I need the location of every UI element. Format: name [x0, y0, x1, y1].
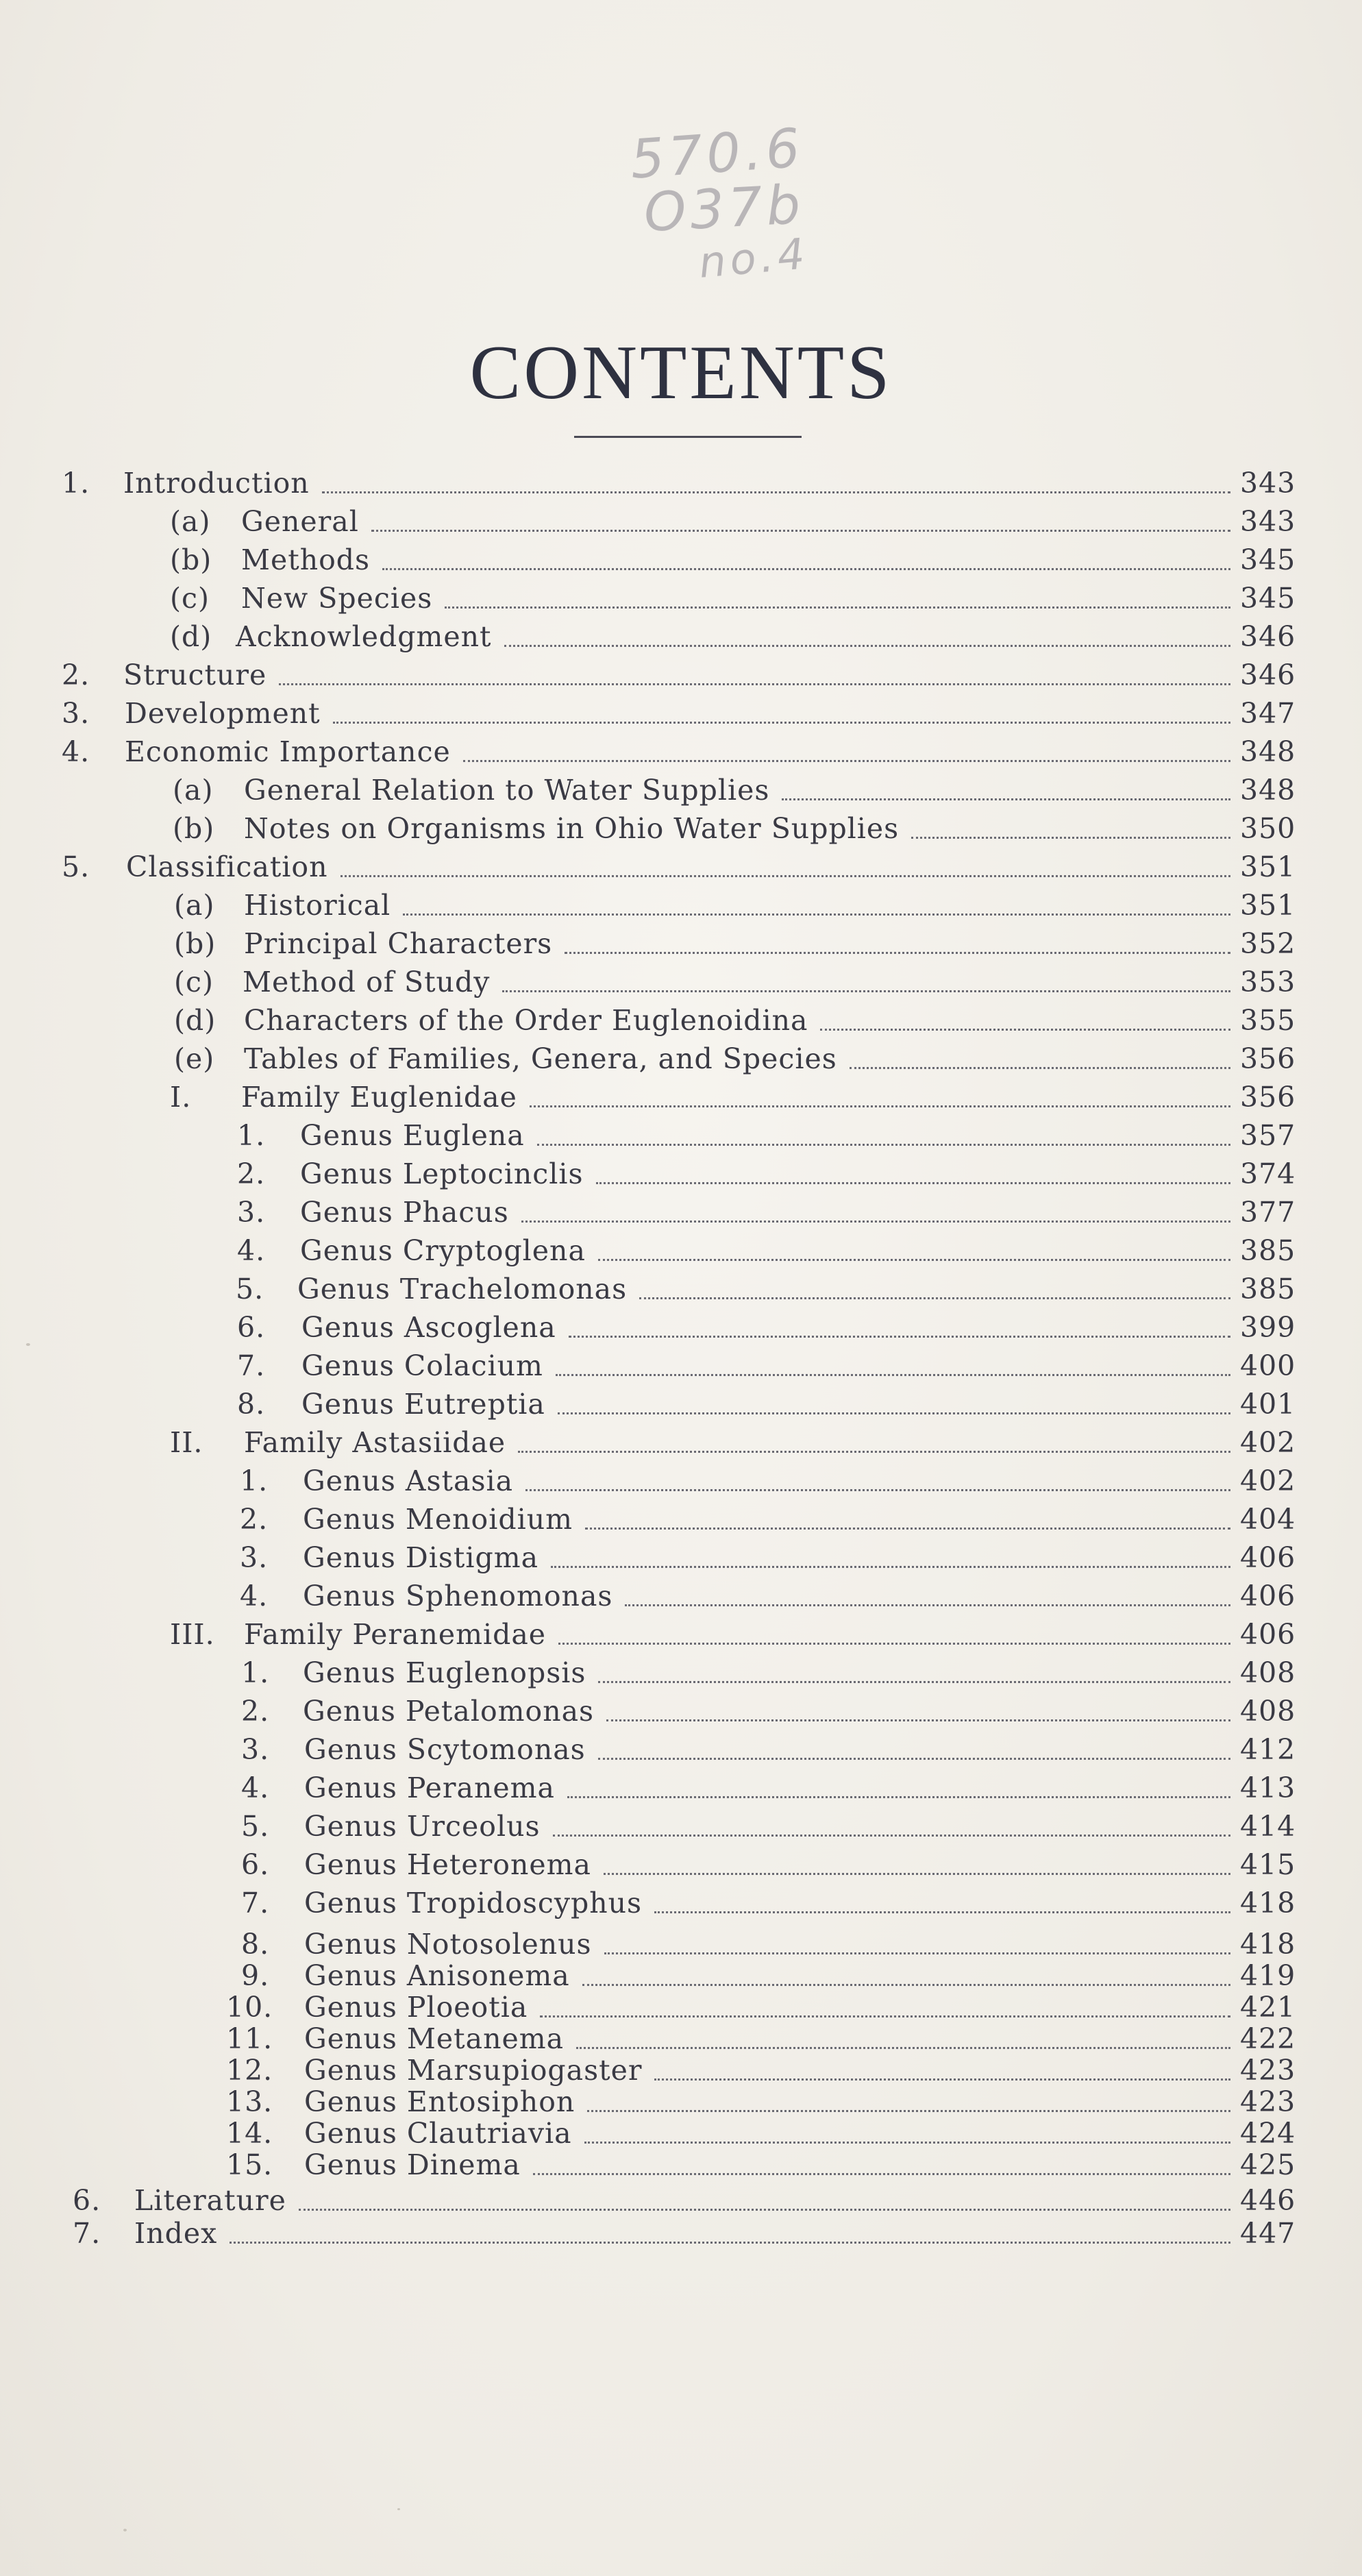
- toc-entry-label: Genus Marsupiogaster: [304, 2054, 643, 2087]
- toc-entry-number: 6.: [237, 1311, 266, 1344]
- dot-leader: [502, 990, 1230, 992]
- dot-leader: [625, 1604, 1230, 1606]
- toc-entry-number: 7.: [241, 1887, 270, 1919]
- toc-entry-label: Genus Entosiphon: [304, 2085, 575, 2118]
- dot-leader: [565, 952, 1230, 954]
- toc-entry-label: Development: [125, 697, 321, 730]
- toc-entry-page-number: 343: [1240, 505, 1296, 538]
- toc-entry-label: Genus Phacus: [300, 1196, 509, 1229]
- toc-entry: [237, 1234, 1295, 1268]
- toc-entry: [240, 1464, 1295, 1498]
- toc-entry: [73, 2183, 1295, 2218]
- toc-entry-label: General: [241, 505, 359, 538]
- dot-leader: [782, 798, 1230, 800]
- toc-entry: [174, 1003, 1295, 1038]
- call-number-line-1: 570.6: [628, 117, 806, 191]
- dot-leader: [569, 1336, 1230, 1338]
- toc-entry-label: Classification: [126, 850, 328, 883]
- dot-leader: [333, 722, 1230, 724]
- toc-entry-number: 11.: [226, 2022, 273, 2055]
- toc-entry-number: 6.: [73, 2184, 101, 2217]
- toc-entry-number: (c): [170, 582, 210, 615]
- dot-leader: [299, 2209, 1230, 2211]
- toc-entry-label: Family Peranemidae: [244, 1618, 547, 1651]
- toc-entry-number: 1.: [241, 1656, 270, 1689]
- toc-entry: [62, 466, 1295, 500]
- toc-entry-number: 6.: [241, 1848, 270, 1881]
- toc-entry-number: 3.: [240, 1541, 269, 1574]
- call-number-line-2: O37b: [642, 173, 806, 245]
- toc-entry-page-number: 404: [1240, 1503, 1296, 1536]
- toc-entry-number: (c): [174, 966, 214, 998]
- toc-entry-page-number: 385: [1240, 1234, 1296, 1267]
- dot-leader: [820, 1029, 1230, 1031]
- toc-entry-label: Introduction: [123, 467, 310, 500]
- toc-entry: [170, 1080, 1295, 1114]
- toc-entry-number: (b): [170, 543, 212, 576]
- toc-entry: [226, 2022, 1295, 2056]
- toc-entry-page-number: 351: [1240, 850, 1296, 883]
- toc-entry-label: Acknowledgment: [236, 620, 492, 653]
- dot-leader: [463, 760, 1230, 762]
- toc-entry-number: 5.: [62, 850, 90, 883]
- toc-entry-label: Methods: [241, 543, 371, 576]
- toc-entry: [240, 1502, 1295, 1536]
- toc-entry-label: Genus Heteronema: [304, 1848, 591, 1881]
- toc-entry: [62, 850, 1295, 884]
- toc-entry: [62, 696, 1295, 731]
- toc-entry-page-number: 353: [1240, 966, 1296, 998]
- toc-entry-number: (d): [170, 620, 212, 653]
- toc-entry-page-number: 447: [1240, 2217, 1296, 2250]
- toc-entry-page-number: 414: [1240, 1810, 1296, 1843]
- dot-leader: [654, 1911, 1230, 1913]
- toc-entry-page-number: 357: [1240, 1119, 1296, 1152]
- toc-entry-number: (a): [170, 505, 211, 538]
- toc-entry: [241, 1927, 1295, 1961]
- dot-leader: [525, 1489, 1230, 1491]
- toc-entry: [226, 2148, 1295, 2182]
- paper-speck: [123, 2529, 127, 2531]
- dot-leader: [533, 2173, 1230, 2175]
- toc-entry-number: 5.: [236, 1273, 264, 1305]
- dot-leader: [639, 1297, 1230, 1299]
- dot-leader: [230, 2242, 1230, 2244]
- toc-entry-page-number: 402: [1240, 1426, 1296, 1459]
- toc-entry: [174, 888, 1295, 922]
- toc-entry: [241, 1656, 1295, 1690]
- toc-entry-label: Genus Scytomonas: [304, 1733, 586, 1766]
- toc-entry-page-number: 345: [1240, 543, 1296, 576]
- toc-entry-label: Index: [134, 2217, 218, 2250]
- toc-entry-label: Genus Eutreptia: [301, 1388, 545, 1421]
- toc-entry-page-number: 399: [1240, 1311, 1296, 1344]
- toc-entry-label: Genus Notosolenus: [304, 1928, 592, 1961]
- dot-leader: [322, 491, 1230, 493]
- toc-entry-page-number: 356: [1240, 1042, 1296, 1075]
- paper-speck: [397, 2508, 400, 2510]
- toc-entry: [174, 965, 1295, 999]
- toc-entry-label: Structure: [123, 659, 267, 691]
- dot-leader: [598, 1681, 1230, 1683]
- toc-entry-page-number: 421: [1240, 1991, 1296, 2024]
- toc-entry: [237, 1387, 1295, 1421]
- dot-leader: [537, 1144, 1230, 1146]
- toc-entry-page-number: 400: [1240, 1349, 1296, 1382]
- toc-entry-number: (e): [174, 1042, 215, 1075]
- toc-entry-number: 1.: [240, 1464, 269, 1497]
- toc-entry-label: Genus Trachelomonas: [297, 1273, 628, 1305]
- toc-entry: [241, 1732, 1295, 1767]
- toc-entry-page-number: 418: [1240, 1928, 1296, 1961]
- toc-entry-label: Genus Petalomonas: [303, 1695, 595, 1728]
- toc-entry-page-number: 401: [1240, 1388, 1296, 1421]
- toc-entry-label: Genus Clautriavia: [304, 2117, 572, 2150]
- toc-entry: [237, 1349, 1295, 1383]
- toc-entry-page-number: 345: [1240, 582, 1296, 615]
- toc-entry: [241, 1886, 1295, 1920]
- toc-entry: [62, 658, 1295, 692]
- toc-entry-page-number: 356: [1240, 1081, 1296, 1114]
- toc-entry-label: Genus Astasia: [303, 1464, 514, 1497]
- toc-entry: [226, 1990, 1295, 2024]
- toc-entry-label: Tables of Families, Genera, and Species: [244, 1042, 837, 1075]
- toc-entry-number: 10.: [226, 1991, 273, 2024]
- toc-entry-page-number: 374: [1240, 1157, 1296, 1190]
- toc-entry-label: Genus Leptocinclis: [300, 1157, 584, 1190]
- toc-entry-page-number: 402: [1240, 1464, 1296, 1497]
- toc-entry-page-number: 412: [1240, 1733, 1296, 1766]
- toc-entry-label: Genus Urceolus: [304, 1810, 541, 1843]
- dot-leader: [540, 2015, 1230, 2017]
- toc-entry-label: Genus Euglenopsis: [303, 1656, 586, 1689]
- toc-entry-number: 14.: [226, 2117, 273, 2150]
- dot-leader: [556, 1374, 1230, 1376]
- toc-entry-number: (b): [174, 927, 216, 960]
- toc-entry: [174, 927, 1295, 961]
- toc-entry-label: Genus Colacium: [301, 1349, 543, 1382]
- toc-entry-page-number: 415: [1240, 1848, 1296, 1881]
- toc-entry-label: Genus Ascoglena: [301, 1311, 556, 1344]
- dot-leader: [371, 530, 1230, 532]
- dot-leader: [530, 1105, 1230, 1107]
- toc-entry: [174, 1042, 1295, 1076]
- dot-leader: [558, 1643, 1230, 1645]
- toc-entry-label: Genus Cryptoglena: [300, 1234, 586, 1267]
- toc-entry-page-number: 406: [1240, 1618, 1296, 1651]
- toc-entry-label: Principal Characters: [244, 927, 553, 960]
- toc-entry-label: Genus Ploeotia: [304, 1991, 528, 2024]
- dot-leader: [567, 1796, 1230, 1798]
- toc-entry: [170, 620, 1295, 654]
- toc-entry-page-number: 419: [1240, 1959, 1296, 1992]
- toc-entry-page-number: 418: [1240, 1887, 1296, 1919]
- toc-entry-label: Historical: [244, 889, 391, 922]
- toc-entry-label: Family Euglenidae: [241, 1081, 517, 1114]
- toc-entry-label: Genus Metanema: [304, 2022, 565, 2055]
- toc-entry-label: Genus Sphenomonas: [303, 1580, 613, 1612]
- toc-entry-page-number: 348: [1240, 735, 1296, 768]
- dot-leader: [382, 568, 1230, 570]
- toc-entry-number: 15.: [226, 2148, 273, 2181]
- toc-entry: [62, 735, 1295, 769]
- toc-entry-number: 1.: [237, 1119, 266, 1152]
- toc-entry-page-number: 423: [1240, 2085, 1296, 2118]
- toc-entry-number: 4.: [237, 1234, 266, 1267]
- dot-leader: [403, 913, 1230, 916]
- toc-entry: [173, 773, 1295, 807]
- toc-entry-page-number: 346: [1240, 659, 1296, 691]
- toc-entry-label: Genus Peranema: [304, 1771, 555, 1804]
- toc-entry-label: Genus Menoidium: [303, 1503, 573, 1536]
- toc-entry-page-number: 346: [1240, 620, 1296, 653]
- dot-leader: [518, 1451, 1230, 1453]
- toc-entry-label: General Relation to Water Supplies: [244, 774, 770, 807]
- call-number-line-3: no.4: [697, 228, 811, 288]
- toc-entry-number: 7.: [237, 1349, 266, 1382]
- toc-entry-page-number: 347: [1240, 697, 1296, 730]
- toc-entry-number: 4.: [62, 735, 90, 768]
- toc-entry-page-number: 351: [1240, 889, 1296, 922]
- dot-leader: [521, 1220, 1230, 1223]
- toc-entry: [170, 1425, 1295, 1460]
- toc-entry-number: (b): [173, 812, 215, 845]
- toc-entry-page-number: 355: [1240, 1004, 1296, 1037]
- toc-entry: [170, 581, 1295, 615]
- toc-entry-label: Genus Anisonema: [304, 1959, 570, 1992]
- toc-entry-label: Characters of the Order Euglenoidina: [244, 1004, 808, 1037]
- toc-entry-number: 9.: [241, 1959, 270, 1992]
- toc-entry-number: (a): [174, 889, 215, 922]
- toc-entry-page-number: 424: [1240, 2117, 1296, 2150]
- page-title: CONTENTS: [469, 330, 893, 415]
- toc-entry-page-number: 413: [1240, 1771, 1296, 1804]
- toc-entry: [241, 1959, 1295, 1993]
- toc-entry-number: 2.: [240, 1503, 269, 1536]
- dot-leader: [654, 2078, 1230, 2081]
- toc-entry-number: 3.: [241, 1733, 270, 1766]
- toc-entry: [240, 1541, 1295, 1575]
- toc-entry-page-number: 422: [1240, 2022, 1296, 2055]
- toc-entry: [241, 1771, 1295, 1805]
- toc-entry-label: Notes on Organisms in Ohio Water Supplies: [244, 812, 900, 845]
- dot-leader: [606, 1719, 1230, 1721]
- toc-entry-number: (d): [174, 1004, 216, 1037]
- toc-entry: [241, 1809, 1295, 1843]
- dot-leader: [551, 1566, 1230, 1568]
- toc-entry-number: 7.: [73, 2217, 101, 2250]
- toc-entry: [236, 1272, 1295, 1306]
- toc-entry-number: 12.: [226, 2054, 273, 2087]
- toc-entry-number: 5.: [241, 1810, 270, 1843]
- toc-entry-label: Genus Euglena: [300, 1119, 525, 1152]
- toc-entry-number: 2.: [62, 659, 90, 691]
- toc-entry-number: 1.: [62, 467, 90, 500]
- toc-entry-number: 4.: [241, 1771, 270, 1804]
- dot-leader: [340, 875, 1231, 877]
- toc-entry-number: 8.: [237, 1388, 266, 1421]
- dot-leader: [582, 1984, 1230, 1986]
- toc-entry-number: 3.: [237, 1196, 266, 1229]
- toc-entry: [73, 2216, 1295, 2250]
- toc-entry: [240, 1579, 1295, 1613]
- toc-entry-page-number: 408: [1240, 1695, 1296, 1728]
- toc-entry-page-number: 348: [1240, 774, 1296, 807]
- toc-entry-label: Genus Distigma: [303, 1541, 539, 1574]
- toc-entry-label: Economic Importance: [125, 735, 451, 768]
- toc-entry-number: 2.: [237, 1157, 266, 1190]
- toc-entry: [241, 1848, 1295, 1882]
- paper-speck: [26, 1343, 30, 1346]
- toc-entry-page-number: 408: [1240, 1656, 1296, 1689]
- toc-entry: [170, 1617, 1295, 1652]
- toc-entry-number: 8.: [241, 1928, 270, 1961]
- toc-entry: [170, 504, 1295, 539]
- dot-leader: [585, 1528, 1230, 1530]
- toc-entry-page-number: 377: [1240, 1196, 1296, 1229]
- dot-leader: [558, 1412, 1230, 1414]
- toc-entry: [173, 811, 1295, 846]
- toc-entry-page-number: 425: [1240, 2148, 1296, 2181]
- toc-entry-page-number: 423: [1240, 2054, 1296, 2087]
- dot-leader: [504, 645, 1231, 647]
- toc-entry-page-number: 350: [1240, 812, 1296, 845]
- toc-entry: [237, 1310, 1295, 1345]
- toc-entry-label: New Species: [241, 582, 433, 615]
- toc-entry: [170, 543, 1295, 577]
- dot-leader: [587, 2110, 1230, 2112]
- toc-entry: [241, 1694, 1295, 1728]
- toc-entry-number: (a): [173, 774, 214, 807]
- toc-entry-number: 4.: [240, 1580, 269, 1612]
- dot-leader: [445, 606, 1230, 609]
- dot-leader: [604, 1873, 1230, 1875]
- toc-entry-label: Literature: [134, 2184, 286, 2217]
- toc-entry-page-number: 352: [1240, 927, 1296, 960]
- toc-entry-number: I.: [170, 1081, 192, 1114]
- dot-leader: [604, 1952, 1230, 1954]
- dot-leader: [279, 683, 1230, 685]
- toc-entry: [237, 1157, 1295, 1191]
- toc-entry-page-number: 406: [1240, 1541, 1296, 1574]
- dot-leader: [911, 837, 1230, 839]
- dot-leader: [553, 1835, 1230, 1837]
- dot-leader: [598, 1758, 1230, 1760]
- toc-entry-label: Method of Study: [243, 966, 491, 998]
- toc-entry-label: Genus Dinema: [304, 2148, 521, 2181]
- toc-entry-page-number: 385: [1240, 1273, 1296, 1305]
- toc-entry-number: 2.: [241, 1695, 270, 1728]
- toc-entry: [226, 2085, 1295, 2119]
- toc-entry-label: Family Astasiidae: [244, 1426, 506, 1459]
- dot-leader: [596, 1182, 1230, 1184]
- toc-entry-label: Genus Tropidoscyphus: [304, 1887, 643, 1919]
- toc-entry-page-number: 406: [1240, 1580, 1296, 1612]
- toc-entry-number: II.: [170, 1426, 203, 1459]
- toc-entry-number: 3.: [62, 697, 90, 730]
- toc-entry: [226, 2116, 1295, 2150]
- dot-leader: [850, 1067, 1230, 1069]
- dot-leader: [598, 1259, 1230, 1261]
- toc-entry: [237, 1195, 1295, 1229]
- toc-entry-number: 13.: [226, 2085, 273, 2118]
- dot-leader: [584, 2142, 1230, 2144]
- toc-entry-page-number: 446: [1240, 2184, 1296, 2217]
- toc-entry-page-number: 343: [1240, 467, 1296, 500]
- toc-entry-number: III.: [170, 1618, 215, 1651]
- dot-leader: [576, 2047, 1230, 2049]
- toc-entry: [226, 2053, 1295, 2087]
- toc-entry: [237, 1118, 1295, 1153]
